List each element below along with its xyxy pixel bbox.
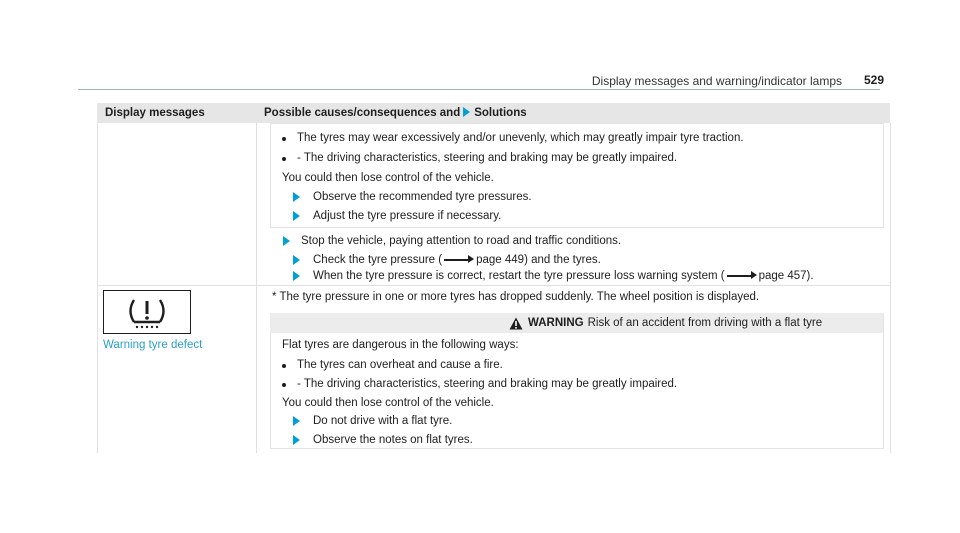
- bullet-dot: [282, 157, 286, 161]
- warning-step-2: Observe the notes on flat tyres.: [313, 434, 473, 446]
- page-number: 529: [863, 73, 884, 87]
- page-reference-449[interactable]: page 449) and the tyres.: [476, 254, 601, 266]
- column-header-display-messages: Display messages: [105, 107, 205, 119]
- box-bullet-1: The tyres may wear excessively and/or unevenly, which may greatly impair tyre traction.: [297, 132, 744, 144]
- warning-triangle-icon: [509, 317, 523, 330]
- warning-lead-text: Flat tyres are dangerous in the following ways:: [282, 339, 519, 351]
- header-divider: [78, 89, 880, 90]
- column-header-causes-label: Possible causes/consequences and: [264, 107, 461, 119]
- box-step-1: Observe the recommended tyre pressures.: [313, 191, 532, 203]
- solution-arrow-icon: [463, 107, 470, 117]
- step-stop-vehicle: Stop the vehicle, paying attention to road and traffic conditions.: [301, 235, 622, 247]
- step-restart-text: When the tyre pressure is correct, restart the tyre pressure loss warning system (: [313, 270, 725, 282]
- warning-description: Risk of an accident from driving with a flat tyre: [587, 317, 823, 329]
- step-arrow-icon: [293, 192, 300, 202]
- page-reference-457[interactable]: page 457).: [758, 270, 814, 282]
- step-arrow-icon: [293, 271, 300, 281]
- warning-text: You could then lose control of the vehicle.: [282, 397, 494, 409]
- step-arrow-icon: [293, 435, 300, 445]
- box-bullet-2: - The driving characteristics, steering and braking may be greatly impaired.: [297, 152, 678, 164]
- warning-header: [270, 313, 883, 333]
- step-arrow-icon: [283, 236, 290, 246]
- page-header-title: Display messages and warning/indicator lamps: [591, 74, 842, 88]
- tyre-pressure-warning-icon: [103, 290, 191, 334]
- box-text: You could then lose control of the vehicle.: [282, 172, 494, 184]
- row2-intro-text: * The tyre pressure in one or more tyres has dropped suddenly. The wheel position is displayed.: [272, 291, 760, 303]
- step-arrow-icon: [293, 211, 300, 221]
- step-restart-system: [313, 270, 814, 282]
- table-row-divider: [97, 285, 891, 286]
- page-reference-arrow-icon: [444, 255, 474, 264]
- step-arrow-icon: [293, 416, 300, 426]
- box-step-2: Adjust the tyre pressure if necessary.: [313, 210, 502, 222]
- warning-bullet-2: - The driving characteristics, steering and braking may be greatly impaired.: [297, 378, 678, 390]
- column-header-solutions-label: Solutions: [474, 107, 527, 119]
- display-message-label: Warning tyre defect: [103, 339, 203, 351]
- step-check-tyre-pressure: [313, 254, 601, 266]
- warning-step-1: Do not drive with a flat tyre.: [313, 415, 453, 427]
- table-left-border: [97, 123, 98, 453]
- table-header: [97, 103, 890, 123]
- column-header-causes-solutions: [264, 107, 527, 119]
- page-reference-arrow-icon: [727, 271, 757, 280]
- bullet-dot: [282, 364, 286, 368]
- table-column-divider: [256, 123, 257, 453]
- warning-title: WARNING: [528, 317, 584, 329]
- step-arrow-icon: [293, 255, 300, 265]
- bullet-dot: [282, 383, 286, 387]
- bullet-dot: [282, 137, 286, 141]
- warning-bullet-1: The tyres can overheat and cause a fire.: [297, 359, 503, 371]
- step-check-text: Check the tyre pressure (: [313, 254, 443, 266]
- warning-title-line: [528, 317, 822, 329]
- table-right-border: [890, 123, 891, 453]
